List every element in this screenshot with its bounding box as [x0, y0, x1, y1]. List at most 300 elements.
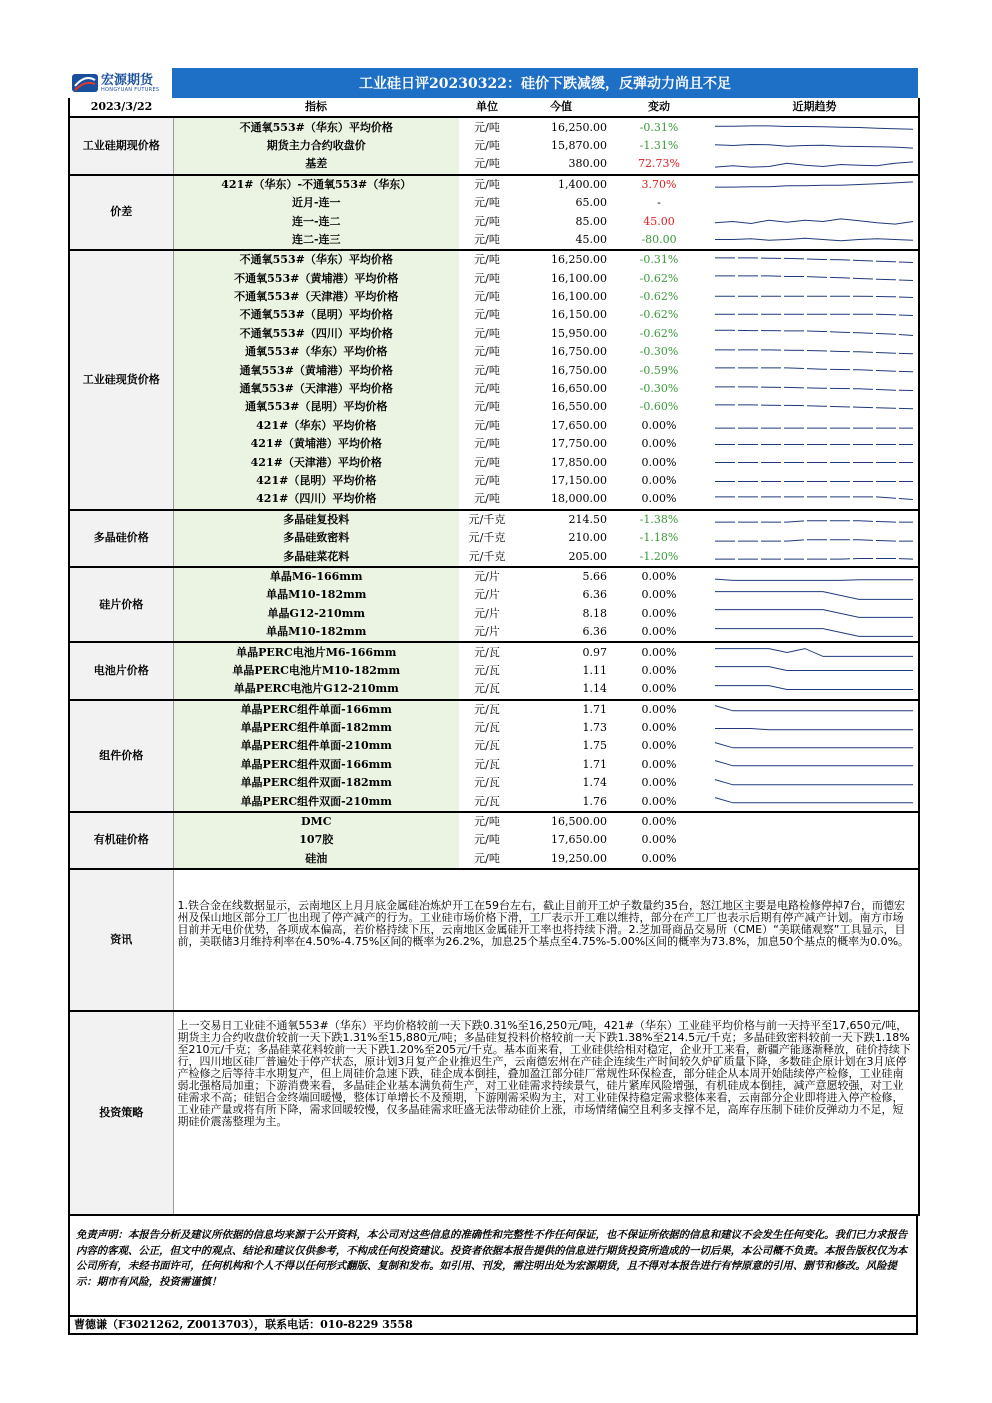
value-cell: 16,750.00: [551, 345, 607, 359]
table-row: [69, 380, 919, 398]
sparkline: [711, 380, 919, 398]
value-cell: 380.00: [515, 155, 607, 174]
sparkline: [711, 510, 919, 529]
table-row: [69, 719, 919, 737]
sparkline-series: [715, 276, 913, 281]
value-cell: 17,150.00: [551, 474, 607, 487]
change-cell: 0.00%: [641, 702, 677, 716]
indicator-name: 单晶PERC组件双面-210mm: [173, 792, 459, 811]
sparkline: [711, 117, 919, 136]
logo-text-cn: 宏源期货: [101, 72, 154, 88]
change-cell: -1.20%: [607, 547, 711, 566]
indicator-name: 连一-连二: [173, 212, 459, 230]
table-row: [69, 361, 919, 379]
indicator-name: 107胶: [173, 831, 459, 849]
value-cell: 17,650.00: [551, 418, 607, 432]
table-row: [69, 212, 919, 230]
unit-cell: 元/吨: [474, 815, 500, 829]
indicator-name: 单晶PERC组件双面-166mm: [173, 756, 459, 774]
indicator-name: 通氧553#（天津港）平均价格: [173, 380, 459, 398]
sparkline: [711, 417, 919, 435]
value-cell: 5.66: [582, 569, 607, 583]
value-cell: 0.97: [582, 645, 607, 659]
change-cell: 0.00%: [607, 490, 711, 509]
value-cell: 1,400.00: [558, 177, 607, 191]
table-row: [69, 529, 919, 547]
indicator-name: 421#（四川）平均价格: [173, 490, 459, 509]
unit-cell: 元/吨: [474, 138, 500, 152]
indicator-name: 421#（黄埔港）平均价格: [173, 435, 459, 453]
sparkline: [711, 270, 919, 288]
table-row: [69, 137, 919, 155]
table-row: [69, 623, 919, 642]
change-cell: 0.00%: [641, 418, 677, 432]
sparkline-series: [715, 258, 913, 263]
sparkline-series: [715, 331, 913, 336]
category-label: 工业硅现货价格: [69, 250, 173, 509]
sparkline-series: [715, 182, 913, 187]
change-cell: -80.00: [607, 231, 711, 250]
sparkline: [711, 325, 919, 343]
table-row: [69, 586, 919, 604]
sparkline: [711, 680, 919, 699]
column-header-trend: 近期趋势: [711, 98, 919, 117]
indicator-name: 单晶PERC电池片G12-210mm: [173, 680, 459, 699]
value-cell: 1.71: [582, 757, 607, 771]
table-row: [69, 117, 919, 136]
change-cell: 0.00%: [641, 437, 677, 451]
sparkline-series: [715, 386, 913, 390]
indicator-name: 单晶M10-182mm: [173, 623, 459, 642]
unit-cell: 元/吨: [474, 214, 500, 228]
table-row: [69, 155, 919, 174]
indicator-name: 连二-连三: [173, 231, 459, 250]
change-cell: -1.38%: [639, 512, 679, 526]
change-cell: 0.00%: [641, 815, 677, 829]
table-row: [69, 812, 919, 831]
column-header-indicator: 指标: [173, 98, 459, 117]
indicator-name: 单晶PERC电池片M6-166mm: [173, 642, 459, 661]
sparkline: [711, 567, 919, 586]
sparkline: [711, 175, 919, 194]
value-cell: 17,650.00: [551, 833, 607, 847]
table-row: [69, 288, 919, 306]
unit-cell: 元/吨: [474, 196, 500, 210]
value-cell: 1.71: [582, 702, 607, 716]
sparkline: [711, 756, 919, 774]
category-label: 有机硅价格: [69, 812, 173, 869]
unit-cell: 元/瓦: [459, 792, 515, 811]
table-row: [69, 850, 919, 869]
value-cell: 210.00: [568, 531, 607, 545]
sparkline-series: [715, 685, 913, 689]
value-cell: 1.75: [582, 739, 607, 753]
disclaimer: 免责声明：本报告分析及建议所依据的信息均来源于公开资料，本公司对这些信息的准确性和完整性不作任何保证，也不保证所依据的信息和建议不会发生任何变化。我们已力求报告内容的客观、公正，但文中的观点、结论和建议仅供参考，不构成任何投资建议。投资者依据本报告提供的信息进行期货投资所造成的一切后果，本公司概不负责。本报告版权仅为本公司所有，未经书面许可，任何机构和个人不得以任何形式翻版、复制和发布。如引用、刊发，需注明出处为宏源期货，且不得对本报告进行有悖原意的引用、删节和修改。风险提示：期市有风险，投资需谨慎！: [68, 1216, 918, 1317]
sparkline-series: [715, 521, 913, 522]
value-cell: 16,250.00: [551, 120, 607, 134]
indicator-name: 单晶G12-210mm: [173, 605, 459, 623]
column-header-value: 今值: [515, 98, 607, 117]
table-row: [69, 680, 919, 699]
report-header: [68, 68, 918, 98]
unit-cell: 元/吨: [474, 177, 500, 191]
unit-cell: 元/瓦: [474, 663, 500, 677]
sparkline: [711, 212, 919, 230]
change-cell: -0.30%: [639, 382, 679, 396]
change-cell: 0.00%: [641, 721, 677, 735]
table-row: [69, 662, 919, 680]
unit-cell: 元/瓦: [474, 721, 500, 735]
table-row: [69, 453, 919, 471]
category-label: 硅片价格: [69, 567, 173, 643]
sparkline: [711, 398, 919, 416]
unit-cell: 元/吨: [459, 850, 515, 869]
change-cell: 0.00%: [641, 474, 677, 487]
value-cell: 6.36: [515, 623, 607, 642]
strategy-label: 投资策略: [69, 1011, 173, 1215]
table-row: [69, 417, 919, 435]
unit-cell: 元/吨: [474, 120, 500, 134]
unit-cell: 元/吨: [474, 290, 500, 304]
table-row: [69, 325, 919, 343]
unit-cell: 元/吨: [474, 382, 500, 396]
table-row: [69, 792, 919, 811]
unit-cell: 元/吨: [474, 271, 500, 285]
info-row: [69, 870, 919, 1011]
sparkline: [711, 774, 919, 792]
change-cell: 0.00%: [607, 850, 711, 869]
sparkline: [711, 137, 919, 155]
sparkline: [711, 490, 919, 509]
sparkline-series: [715, 368, 913, 372]
sparkline-series: [715, 610, 913, 618]
commentary-table: [68, 870, 920, 1216]
report-date: 2023/3/22: [69, 98, 173, 117]
strategy-text: 上一交易日工业硅不通氧553#（华东）平均价格较前一天下跌0.31%至16,250元/吨，421#（华东）工业硅平均价格与前一天持平至17,650元/吨，期货主力合约收盘价较前一天下跌1.31%至15,880元/吨；多晶硅复投料价格较前一天下跌1.38%至214.5元/千克；多晶硅致密料较前一天下跌1.18%至210元/千克；多晶硅菜花料较前一天下跌1.20%至205元/千克。基本面来看，工业硅供给相对稳定，企业开工来看，新疆产能逐渐释放，硅价持续下行，四川地区硅厂普遍处于停产状态，原计划3月复产企业推迟生产，云南德宏州在产硅企连续生产时间较久炉矿质量下降，多数硅企原计划在3月底停产检修之后等待丰水期复产，但上周硅价急速下跌，硅企成本倒挂，叠加盈江部分硅厂常规性环保检查，部分硅企从本周开始陆续停产检修，工业硅南弱北强格局加重；下游消费来看，多晶硅企业基本满负荷生产，对工业硅需求持续景气，硅片紧库风险增强，有机硅成本倒挂，减产意愿较强，对工业硅需求不高；硅铝合金终端回暖慢，整体订单增长不及预期，下游刚需采购为主，对工业硅保持稳定需求整体来看，云南部分企业即将进入停产检修，工业硅产量或将有所下降，需求回暖较慢，仅多晶硅需求旺盛无法带动硅价上涨，市场情绪偏空且利多支撑不足，高库存压制下硅价反弹动力不足，短期硅价震荡整理为主。: [173, 1011, 919, 1215]
sparkline-series: [715, 497, 913, 500]
change-cell: 72.73%: [607, 155, 711, 174]
indicator-name: 单晶M6-166mm: [173, 567, 459, 586]
unit-cell: 元/瓦: [474, 776, 500, 790]
sparkline-series: [715, 779, 913, 784]
company-logo: [68, 68, 172, 98]
change-cell: 0.00%: [607, 680, 711, 699]
sparkline: [711, 453, 919, 471]
table-row: [69, 831, 919, 849]
value-cell: 1.11: [582, 663, 607, 677]
value-cell: 17,750.00: [551, 437, 607, 451]
change-cell: 0.00%: [641, 645, 677, 659]
indicator-name: 多晶硅菜花料: [173, 547, 459, 566]
indicator-name: 不通氧553#（天津港）平均价格: [173, 288, 459, 306]
logo-text-en: HONGYUAN FUTURES: [101, 86, 160, 93]
value-cell: 45.00: [515, 231, 607, 250]
change-cell: 0.00%: [607, 792, 711, 811]
price-table: [68, 98, 920, 870]
change-cell: 0.00%: [641, 588, 677, 602]
value-cell: 1.73: [582, 721, 607, 735]
unit-cell: 元/吨: [474, 474, 500, 487]
table-row: [69, 472, 919, 490]
unit-cell: 元/吨: [474, 455, 500, 469]
unit-cell: 元/片: [459, 623, 515, 642]
unit-cell: 元/吨: [474, 253, 500, 267]
indicator-name: 通氧553#（昆明）平均价格: [173, 398, 459, 416]
change-cell: -0.31%: [639, 120, 679, 134]
unit-cell: 元/吨: [474, 326, 500, 340]
unit-cell: 元/吨: [474, 363, 500, 377]
table-row: [69, 756, 919, 774]
sparkline: [711, 288, 919, 306]
indicator-name: 421#（华东）-不通氧553#（华东）: [173, 175, 459, 194]
unit-cell: 元/吨: [474, 308, 500, 322]
report-title: 工业硅日评20230322：硅价下跌减缓，反弹动力尚且不足: [172, 68, 918, 98]
value-cell: 17,850.00: [551, 455, 607, 469]
table-row: [69, 510, 919, 529]
value-cell: 65.00: [575, 196, 607, 210]
sparkline: [711, 343, 919, 361]
column-header-unit: 单位: [459, 98, 515, 117]
strategy-row: [69, 1011, 919, 1215]
sparkline: [711, 250, 919, 269]
change-cell: 0.00%: [641, 606, 677, 620]
table-row: [69, 175, 919, 194]
sparkline: [711, 737, 919, 755]
sparkline-series: [715, 649, 913, 657]
change-cell: -0.62%: [639, 308, 679, 322]
value-cell: 16,100.00: [551, 271, 607, 285]
value-cell: 8.18: [582, 606, 607, 620]
sparkline-series: [715, 706, 913, 711]
unit-cell: 元/片: [474, 606, 500, 620]
change-cell: -0.62%: [639, 326, 679, 340]
change-cell: 3.70%: [641, 177, 677, 191]
change-cell: 0.00%: [641, 569, 677, 583]
change-cell: -: [657, 196, 661, 210]
report-page: [68, 68, 918, 1335]
unit-cell: 元/瓦: [459, 680, 515, 699]
sparkline: [711, 194, 919, 212]
sparkline-series: [715, 405, 913, 409]
sparkline: [711, 812, 919, 831]
change-cell: -0.31%: [639, 253, 679, 267]
sparkline: [711, 792, 919, 811]
sparkline: [711, 361, 919, 379]
indicator-name: 通氧553#（黄埔港）平均价格: [173, 361, 459, 379]
indicator-name: 不通氧553#（华东）平均价格: [173, 250, 459, 269]
change-cell: 0.00%: [641, 739, 677, 753]
sparkline-series: [715, 743, 913, 748]
info-label: 资讯: [69, 870, 173, 1011]
table-row: [69, 567, 919, 586]
value-cell: 16,250.00: [551, 253, 607, 267]
indicator-name: 通氧553#（华东）平均价格: [173, 343, 459, 361]
value-cell: 16,150.00: [551, 308, 607, 322]
value-cell: 18,000.00: [515, 490, 607, 509]
category-label: 组件价格: [69, 700, 173, 812]
change-cell: 45.00: [643, 214, 675, 228]
indicator-name: 单晶PERC组件单面-166mm: [173, 700, 459, 719]
value-cell: 1.76: [515, 792, 607, 811]
unit-cell: 元/吨: [474, 400, 500, 414]
value-cell: 15,870.00: [551, 138, 607, 152]
unit-cell: 元/瓦: [474, 739, 500, 753]
sparkline: [711, 642, 919, 661]
indicator-name: 硅油: [173, 850, 459, 869]
sparkline: [711, 850, 919, 869]
unit-cell: 元/千克: [468, 531, 506, 545]
sparkline: [711, 700, 919, 719]
column-header-change: 变动: [607, 98, 711, 117]
value-cell: 15,950.00: [551, 326, 607, 340]
change-cell: 0.00%: [641, 663, 677, 677]
indicator-name: 基差: [173, 155, 459, 174]
unit-cell: 元/吨: [474, 345, 500, 359]
unit-cell: 元/吨: [459, 231, 515, 250]
sparkline-series: [715, 559, 913, 560]
unit-cell: 元/吨: [459, 155, 515, 174]
sparkline: [711, 306, 919, 324]
change-cell: -0.59%: [639, 363, 679, 377]
table-row: [69, 737, 919, 755]
sparkline-series: [715, 580, 913, 581]
value-cell: 19,250.00: [515, 850, 607, 869]
unit-cell: 元/吨: [474, 833, 500, 847]
sparkline: [711, 231, 919, 250]
indicator-name: 不通氧553#（华东）平均价格: [173, 117, 459, 136]
value-cell: 1.74: [582, 776, 607, 790]
sparkline: [711, 831, 919, 849]
table-row: [69, 547, 919, 566]
change-cell: 0.00%: [641, 757, 677, 771]
category-label: 工业硅期现价格: [69, 117, 173, 174]
change-cell: -0.60%: [639, 400, 679, 414]
unit-cell: 元/瓦: [474, 757, 500, 771]
indicator-name: 单晶M10-182mm: [173, 586, 459, 604]
indicator-name: 不通氧553#（昆明）平均价格: [173, 306, 459, 324]
sparkline-series: [715, 798, 913, 803]
table-row: [69, 270, 919, 288]
table-row: [69, 194, 919, 212]
table-row: [69, 435, 919, 453]
change-cell: -0.62%: [639, 290, 679, 304]
sparkline-series: [715, 126, 913, 129]
category-label: 多晶硅价格: [69, 510, 173, 567]
sparkline: [711, 155, 919, 174]
sparkline-series: [715, 314, 913, 315]
indicator-name: 单晶PERC组件单面-210mm: [173, 737, 459, 755]
sparkline: [711, 719, 919, 737]
unit-cell: 元/片: [474, 588, 500, 602]
indicator-name: 期货主力合约收盘价: [173, 137, 459, 155]
indicator-name: 不通氧553#（黄埔港）平均价格: [173, 270, 459, 288]
change-cell: 0.00%: [641, 455, 677, 469]
sparkline-series: [715, 591, 913, 599]
sparkline-series: [715, 219, 913, 224]
table-row: [69, 343, 919, 361]
change-cell: 0.00%: [641, 833, 677, 847]
sparkline: [711, 662, 919, 680]
sparkline: [711, 435, 919, 453]
indicator-name: 421#（天津港）平均价格: [173, 453, 459, 471]
value-cell: 16,750.00: [551, 363, 607, 377]
sparkline-series: [715, 145, 913, 149]
change-cell: -1.18%: [639, 531, 679, 545]
unit-cell: 元/瓦: [474, 645, 500, 659]
change-cell: 0.00%: [607, 623, 711, 642]
sparkline-series: [715, 761, 913, 766]
table-row: [69, 774, 919, 792]
value-cell: 1.14: [515, 680, 607, 699]
table-row: [69, 250, 919, 269]
table-header-row: [69, 98, 919, 117]
value-cell: 16,650.00: [551, 382, 607, 396]
unit-cell: 元/千克: [468, 512, 506, 526]
table-row: [69, 398, 919, 416]
change-cell: 0.00%: [641, 776, 677, 790]
unit-cell: 元/片: [474, 569, 500, 583]
table-row: [69, 605, 919, 623]
table-row: [69, 231, 919, 250]
indicator-name: 不通氧553#（四川）平均价格: [173, 325, 459, 343]
unit-cell: 元/吨: [459, 490, 515, 509]
indicator-name: 近月-连一: [173, 194, 459, 212]
unit-cell: 元/吨: [474, 418, 500, 432]
value-cell: 85.00: [575, 214, 607, 228]
indicator-name: 单晶PERC电池片M10-182mm: [173, 662, 459, 680]
sparkline: [711, 623, 919, 642]
sparkline: [711, 472, 919, 490]
indicator-name: 多晶硅复投料: [173, 510, 459, 529]
indicator-name: 单晶PERC组件双面-182mm: [173, 774, 459, 792]
table-row: [69, 700, 919, 719]
sparkline-series: [715, 350, 913, 354]
indicator-name: 多晶硅致密料: [173, 529, 459, 547]
sparkline-series: [715, 239, 913, 242]
indicator-name: 单晶PERC组件单面-182mm: [173, 719, 459, 737]
sparkline: [711, 529, 919, 547]
category-label: 价差: [69, 175, 173, 251]
indicator-name: DMC: [173, 812, 459, 831]
value-cell: 205.00: [515, 547, 607, 566]
sparkline-series: [715, 728, 913, 729]
sparkline-series: [715, 162, 913, 167]
indicator-name: 421#（昆明）平均价格: [173, 472, 459, 490]
unit-cell: 元/瓦: [474, 702, 500, 716]
value-cell: 16,100.00: [551, 290, 607, 304]
sparkline: [711, 547, 919, 566]
sparkline-series: [715, 539, 913, 540]
analyst-contact: 曹德谦（F3021262, Z0013703），联系电话：010-8229 3558: [68, 1317, 918, 1335]
info-text: 1.铁合金在线数据显示，云南地区上月月底金属硅冶炼炉开工在59台左右，截止目前开工炉子数量约35台，怒江地区主要是电路检修停掉7台，而德宏州及保山地区部分工厂也出现了停产减产的行为。工业硅市场价格下滑，工厂表示开工难以维持，部分在产工厂也表示后期有停产减产计划。南方市场目前并无电价优势，各项成本偏高，若价格持续下压，云南地区金属硅开工率也将持续下滑。2.芝加哥商品交易所（CME）“美联储观察”工具显示，目前，美联储3月维持利率在4.50%-4.75%区间的概率为26.2%，加息25个基点至4.75%-5.00%区间的概率为73.8%，加息50个基点的概率为0.0%。: [173, 870, 919, 1011]
sparkline-series: [715, 628, 913, 636]
table-row: [69, 490, 919, 509]
value-cell: 16,550.00: [551, 400, 607, 414]
unit-cell: 元/吨: [474, 437, 500, 451]
logo-mark-icon: [72, 72, 98, 94]
sparkline-series: [715, 296, 913, 297]
change-cell: -1.31%: [639, 138, 679, 152]
category-label: 电池片价格: [69, 642, 173, 699]
value-cell: 6.36: [582, 588, 607, 602]
sparkline: [711, 586, 919, 604]
change-cell: -0.30%: [639, 345, 679, 359]
change-cell: -0.62%: [639, 271, 679, 285]
value-cell: 214.50: [568, 512, 607, 526]
table-row: [69, 642, 919, 661]
sparkline: [711, 605, 919, 623]
table-row: [69, 306, 919, 324]
